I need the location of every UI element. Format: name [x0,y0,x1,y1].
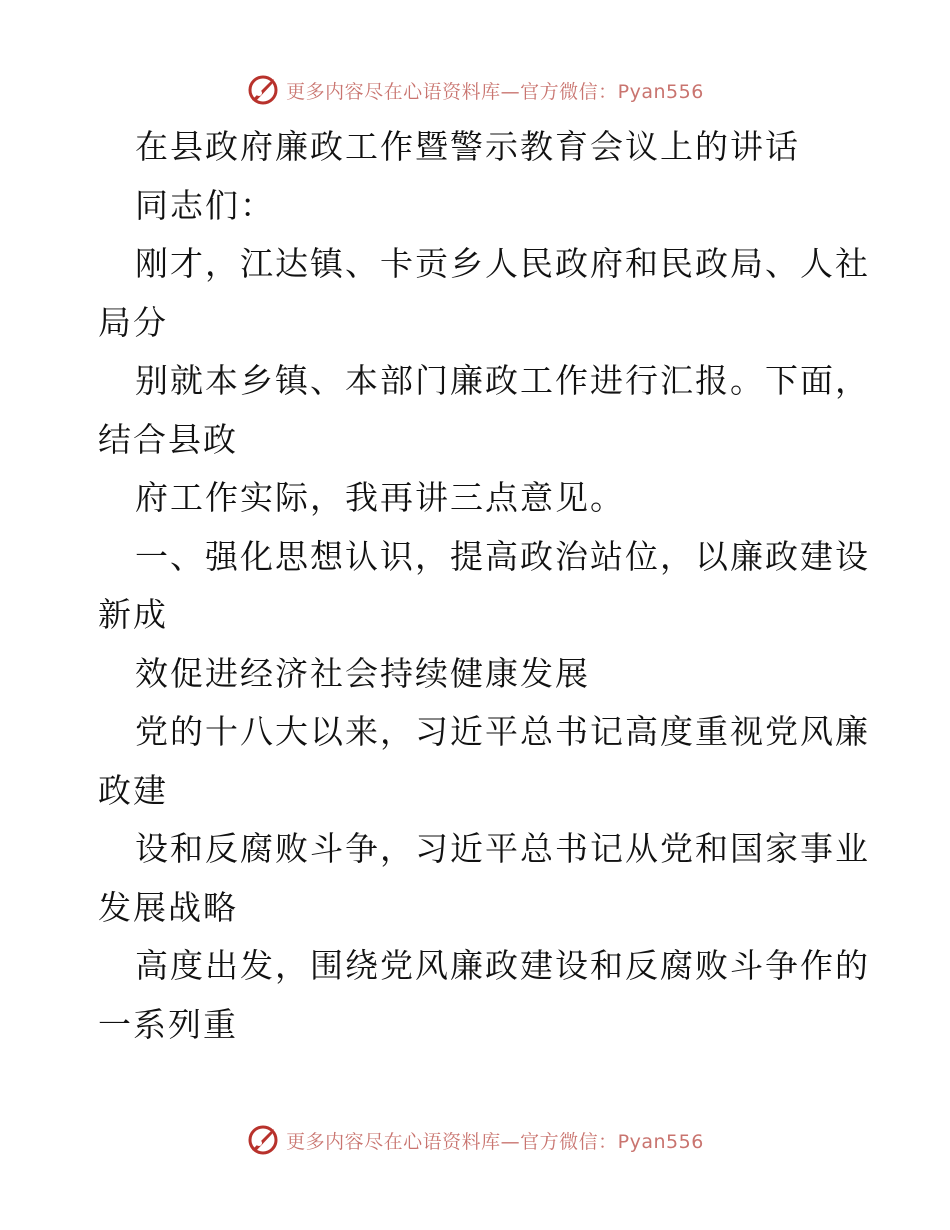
document-body [98,118,870,1054]
text-line: 府工作实际，我再讲三点意见。 [135,478,625,517]
text-line: 局分 [98,302,168,342]
text-line: 刚才，江达镇、卡贡乡人民政府和民政局、人社 [135,244,870,283]
text-line: 高度出发，围绕党风廉政建设和反腐败斗争作的 [135,946,870,985]
watermark-header [0,70,950,110]
text-line: 一系列重 [98,1004,238,1044]
quill-seal-icon [246,1123,280,1157]
text-line: 新成 [98,595,168,634]
text-line: 同志们： [135,185,275,225]
text-line: 在县政府廉政工作暨警示教育会议上的讲话 [135,127,800,166]
text-line: 效促进经济社会持续健康发展 [135,653,590,693]
text-line: 发展战略 [98,887,238,927]
text-line: 设和反腐败斗争，习近平总书记从党和国家事业 [135,829,870,868]
watermark-footer [0,1120,950,1160]
quill-seal-icon [246,73,280,107]
text-line: 结合县政 [98,419,238,459]
watermark-text: 更多内容尽在心语资料库—官方微信：Pyan556 [286,1130,704,1153]
text-line: 政建 [98,770,168,810]
text-line: 党的十八大以来，习近平总书记高度重视党风廉 [135,712,870,751]
text-line: 别就本乡镇、本部门廉政工作进行汇报。下面， [135,361,870,400]
watermark-text: 更多内容尽在心语资料库—官方微信：Pyan556 [286,80,704,103]
text-line: 一、强化思想认识，提高政治站位，以廉政建设 [135,536,870,576]
